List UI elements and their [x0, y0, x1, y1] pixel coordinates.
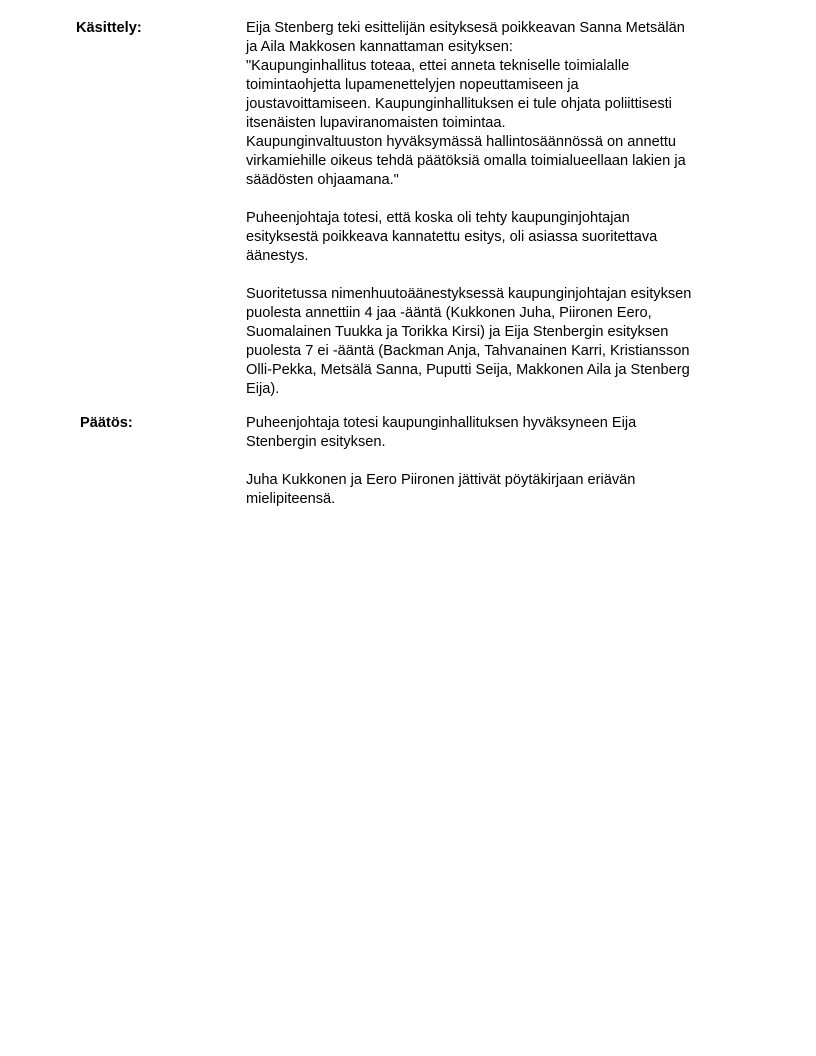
- proposal-paragraph: [246, 19, 746, 190]
- text-line: Stenbergin esityksen.: [246, 434, 386, 450]
- paragraph-spacer: [246, 266, 746, 285]
- paragraph-spacer: [246, 452, 746, 471]
- text-line: "Kaupunginhallitus toteaa, ettei anneta tekniselle toimialalle: [246, 58, 630, 74]
- text-line: Puheenjohtaja totesi kaupunginhallituksen hyväksyneen Eija: [246, 415, 637, 431]
- text-line: toimintaohjetta lupamenettelyjen nopeuttamiseen ja: [246, 77, 579, 93]
- text-line: äänestys.: [246, 248, 309, 264]
- text-line: puolesta annettiin 4 jaa -ääntä (Kukkonen Juha, Piironen Eero,: [246, 305, 652, 321]
- vote-result-paragraph: [246, 285, 746, 399]
- vote-announcement-paragraph: [246, 209, 746, 266]
- paatos-content: [246, 414, 746, 509]
- decision-paragraph: [246, 414, 746, 452]
- text-line: puolesta 7 ei -ääntä (Backman Anja, Tahvanainen Karri, Kristiansson: [246, 343, 690, 359]
- text-line: ja Aila Makkosen kannattaman esityksen:: [246, 39, 513, 55]
- dissent-paragraph: [246, 471, 746, 509]
- kasittely-label: Käsittely:: [76, 20, 142, 36]
- text-line: itsenäisten lupaviranomaisten toimintaa.: [246, 115, 506, 131]
- text-line: Puheenjohtaja totesi, että koska oli tehty kaupunginjohtajan: [246, 210, 630, 226]
- text-line: Suoritetussa nimenhuutoäänestyksessä kaupunginjohtajan esityksen: [246, 286, 692, 302]
- text-line: virkamiehille oikeus tehdä päätöksiä omalla toimialueellaan lakien ja: [246, 153, 686, 169]
- text-line: Kaupunginvaltuuston hyväksymässä hallintosäännössä on annettu: [246, 134, 676, 150]
- paragraph-spacer: [246, 190, 746, 209]
- text-line: Suomalainen Tuukka ja Torikka Kirsi) ja Eija Stenbergin esityksen: [246, 324, 669, 340]
- kasittely-content: [246, 19, 746, 399]
- text-line: Eija Stenberg teki esittelijän esityksesä poikkeavan Sanna Metsälän: [246, 20, 685, 36]
- paatos-label: Päätös:: [80, 415, 133, 431]
- text-line: Olli-Pekka, Metsälä Sanna, Puputti Seija, Makkonen Aila ja Stenberg: [246, 362, 690, 378]
- text-line: mielipiteensä.: [246, 491, 336, 507]
- text-line: Eija).: [246, 381, 280, 397]
- text-line: esityksestä poikkeava kannatettu esitys, oli asiassa suoritettava: [246, 229, 658, 245]
- text-line: säädösten ohjaamana.": [246, 172, 399, 188]
- text-line: Juha Kukkonen ja Eero Piironen jättivät pöytäkirjaan eriävän: [246, 472, 636, 488]
- text-line: joustavoittamiseen. Kaupunginhallituksen ei tule ohjata poliittisesti: [246, 96, 672, 112]
